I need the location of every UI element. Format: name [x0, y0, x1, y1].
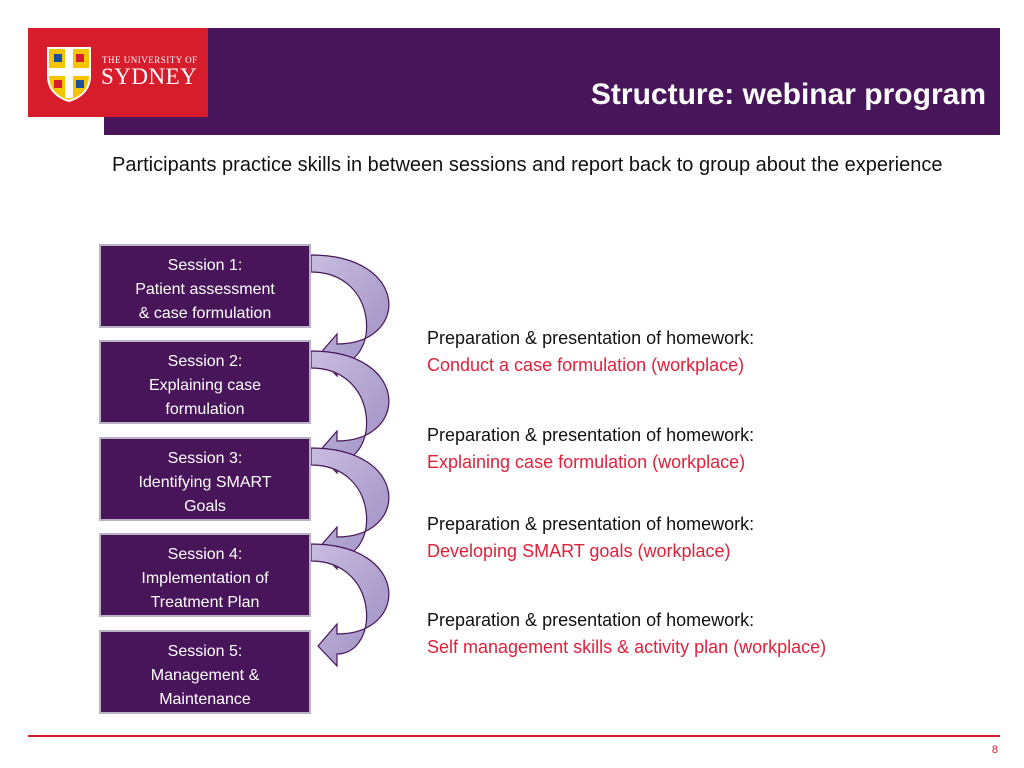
logo-text-large: SYDNEY: [101, 64, 198, 89]
session-box-3: [99, 437, 311, 521]
homework-4-lead: Preparation & presentation of homework:: [427, 610, 755, 630]
homework-2: [427, 422, 754, 476]
session-2-name: Session 2:: [167, 353, 243, 370]
session-2-line1: Explaining case: [148, 377, 262, 394]
session-5-line2: Maintenance: [159, 691, 251, 708]
session-1-line1: Patient assessment: [135, 281, 275, 298]
session-1-name: Session 1:: [167, 257, 243, 274]
logo-text-small: THE UNIVERSITY OF: [102, 55, 198, 65]
homework-1-lead: Preparation & presentation of homework:: [427, 328, 755, 348]
homework-3-task: Developing SMART goals (workplace): [427, 541, 731, 561]
session-4-name: Session 4:: [167, 546, 243, 563]
homework-1: [427, 325, 754, 379]
intro-text: Participants practice skills in between sessions and report back to group about the experience: [112, 154, 943, 176]
homework-3-lead: Preparation & presentation of homework:: [427, 514, 755, 534]
session-1-line2: & case formulation: [138, 305, 272, 322]
homework-2-task: Explaining case formulation (workplace): [427, 452, 746, 472]
footer-line: [28, 735, 1000, 737]
session-4-line1: Implementation of: [141, 570, 269, 587]
homework-4: [427, 607, 826, 661]
session-2-line2: formulation: [165, 401, 245, 418]
session-4-line2: Treatment Plan: [150, 594, 260, 611]
homework-3: [427, 511, 754, 565]
session-3-line2: Goals: [184, 498, 226, 515]
session-3-line1: Identifying SMART: [138, 474, 272, 491]
session-box-4: [99, 533, 311, 617]
session-box-1: [99, 244, 311, 328]
curved-arrow-4: [311, 544, 389, 666]
page-number: 8: [991, 744, 998, 756]
homework-4-task: Self management skills & activity plan (workplace): [427, 637, 827, 657]
homework-2-lead: Preparation & presentation of homework:: [427, 425, 755, 445]
session-3-name: Session 3:: [167, 450, 243, 467]
session-box-5: [99, 630, 311, 714]
homework-1-task: Conduct a case formulation (workplace): [427, 355, 745, 375]
session-5-name: Session 5:: [167, 643, 243, 660]
session-5-line1: Management &: [150, 667, 260, 684]
session-box-2: [99, 340, 311, 424]
slide-title: Structure: webinar program: [590, 78, 986, 111]
